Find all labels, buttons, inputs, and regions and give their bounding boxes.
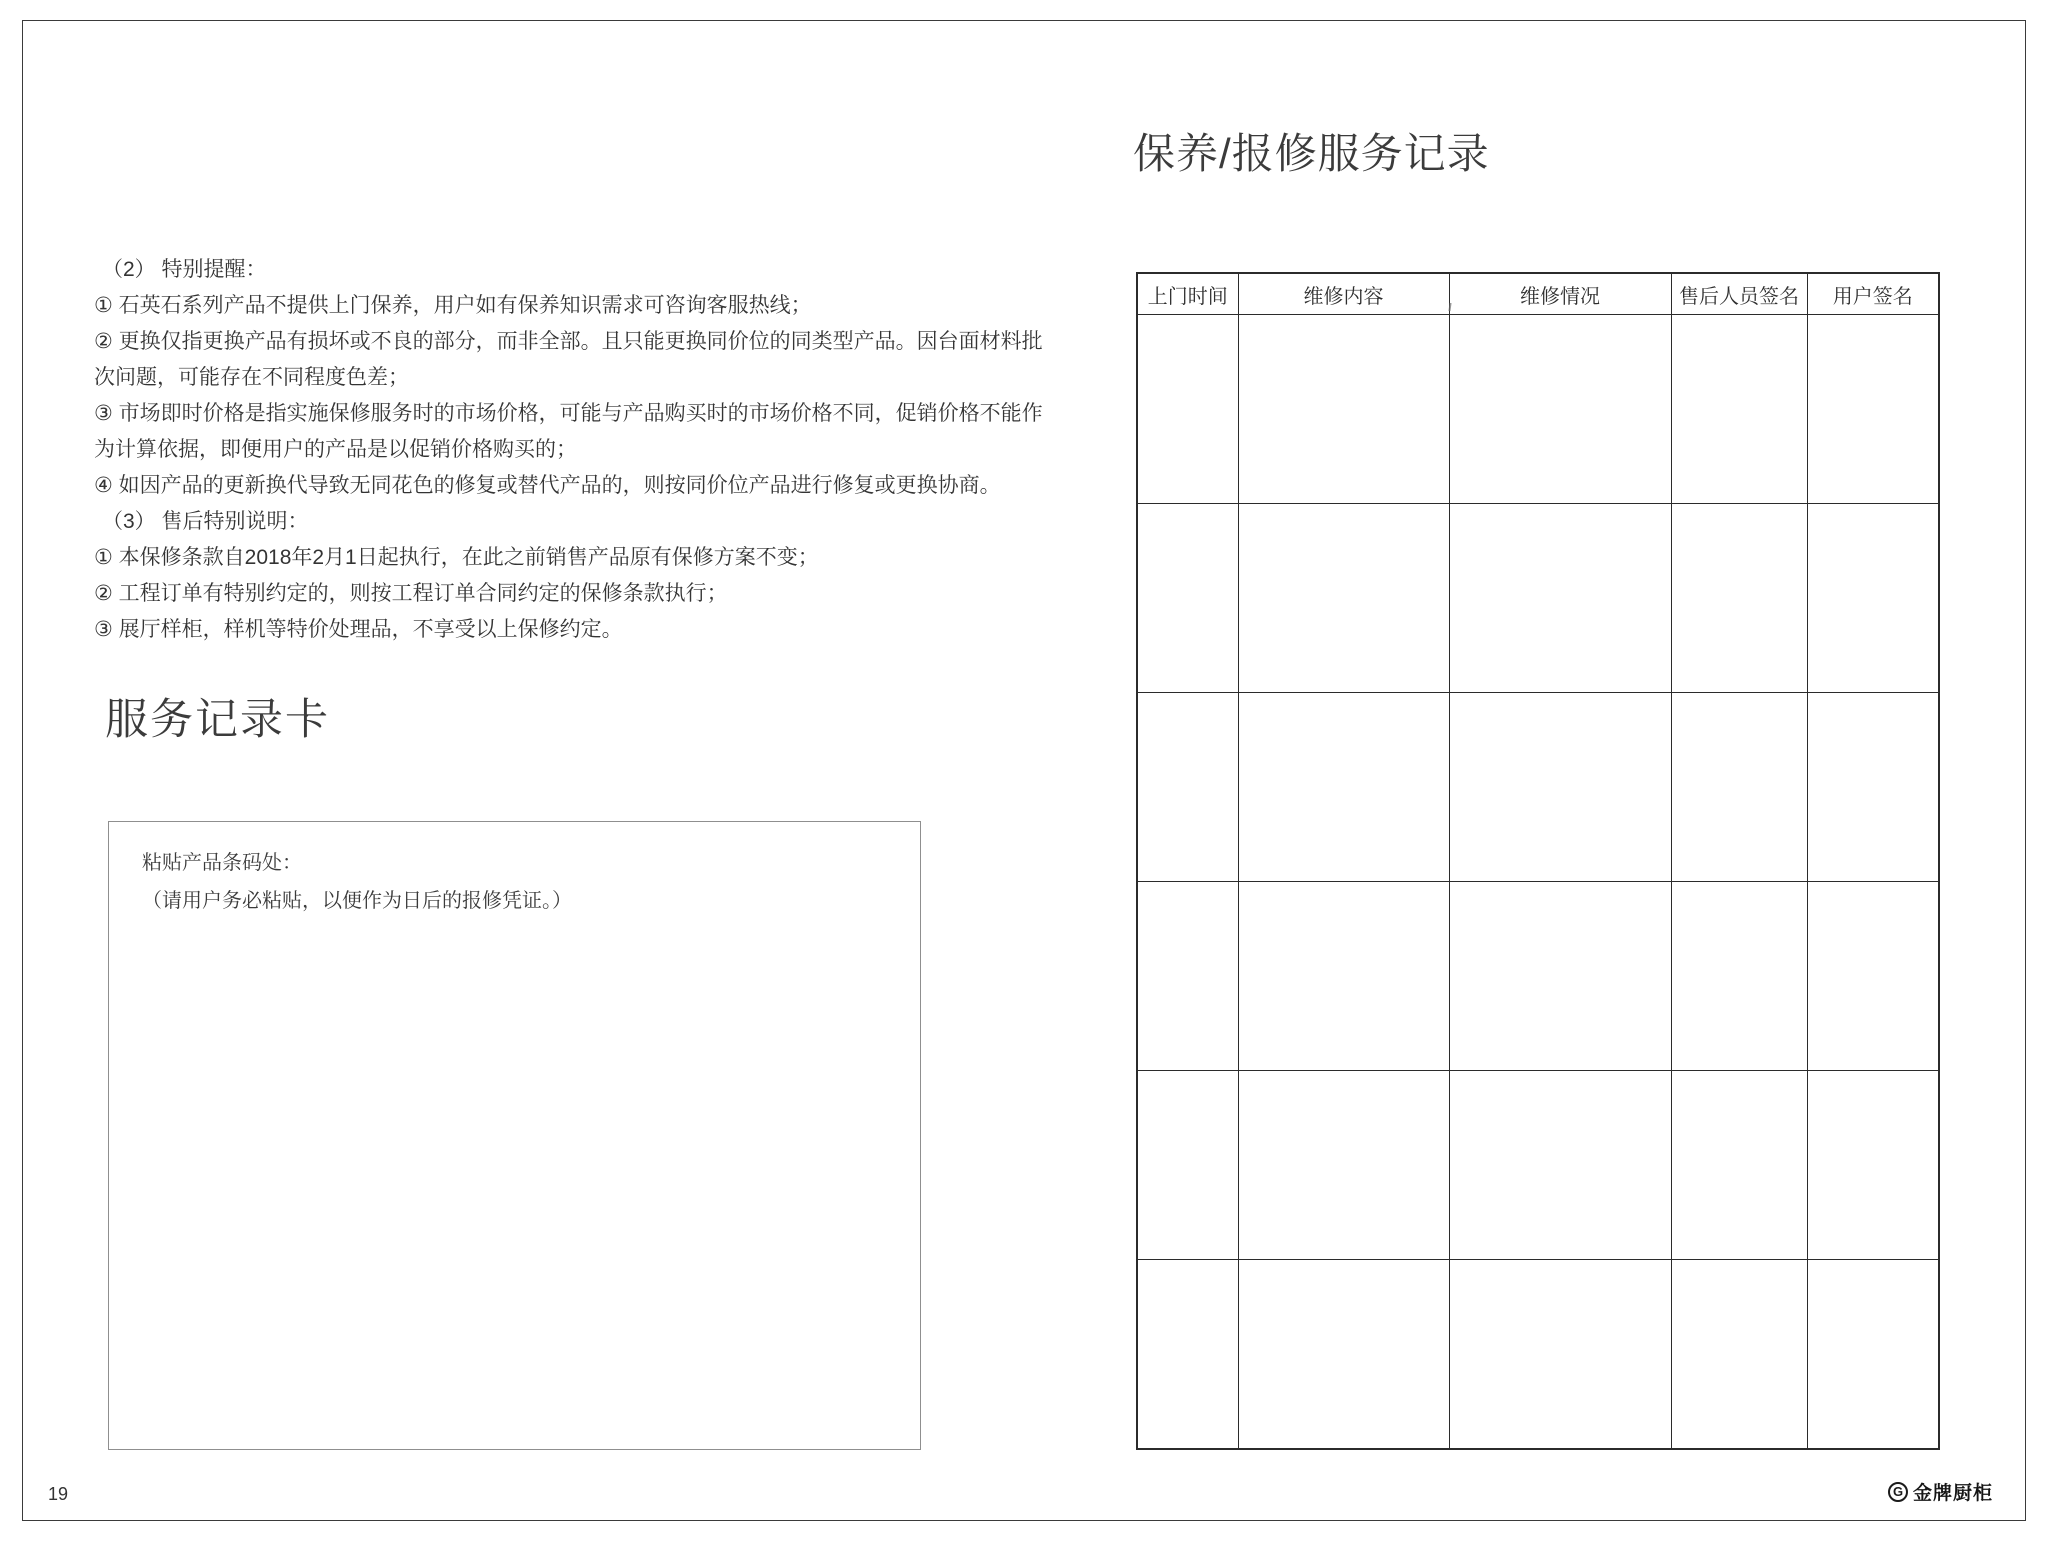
table-cell — [1238, 1071, 1449, 1260]
table-cell — [1137, 315, 1238, 504]
table-cell — [1671, 882, 1807, 1071]
table-cell — [1807, 1260, 1939, 1450]
table-cell — [1807, 504, 1939, 693]
table-cell — [1449, 1071, 1671, 1260]
brand-g-icon: G — [1888, 1482, 1908, 1502]
table-cell — [1807, 882, 1939, 1071]
column-header-staff-signature: 售后人员签名 — [1671, 273, 1807, 315]
note-line: ④ 如因产品的更新换代导致无同花色的修复或替代产品的，则按同价位产品进行修复或更换协商。 — [94, 474, 1001, 497]
barcode-box-text — [142, 844, 572, 920]
column-header-repair-status: 维修情况 — [1449, 273, 1671, 315]
table-cell — [1238, 315, 1449, 504]
table-cell — [1449, 693, 1671, 882]
note-line: ③ 市场即时价格是指实施保修服务时的市场价格，可能与产品购买时的市场价格不同，促销价格不能作 — [94, 402, 1043, 425]
brand-logo — [1888, 1478, 1993, 1505]
table-cell — [1807, 315, 1939, 504]
brand-logo-text: 金牌厨柜 — [1913, 1483, 1994, 1504]
table-cell — [1137, 1260, 1238, 1450]
barcode-box — [108, 821, 921, 1450]
table-cell — [1671, 693, 1807, 882]
table-row — [1137, 1071, 1939, 1260]
table-cell — [1238, 882, 1449, 1071]
table-cell — [1137, 693, 1238, 882]
note-line: 次问题，可能存在不同程度色差； — [94, 366, 409, 389]
note-line: ① 石英石系列产品不提供上门保养，用户如有保养知识需求可咨询客服热线； — [94, 294, 812, 317]
table-cell — [1671, 1260, 1807, 1450]
table-header-row — [1137, 273, 1939, 315]
table-row — [1137, 693, 1939, 882]
service-record-card-title: 服务记录卡 — [105, 696, 330, 744]
maintenance-record-title: 保养/报修服务记录 — [1133, 130, 1490, 177]
column-header-user-signature: 用户签名 — [1807, 273, 1939, 315]
table-cell — [1671, 1071, 1807, 1260]
table-cell — [1449, 1260, 1671, 1450]
table-cell — [1238, 504, 1449, 693]
table-cell — [1807, 693, 1939, 882]
table-cell — [1137, 882, 1238, 1071]
table-cell — [1238, 1260, 1449, 1450]
note-line: ② 工程订单有特别约定的，则按工程订单合同约定的保修条款执行； — [94, 582, 728, 605]
note-line: （2） 特别提醒： — [102, 258, 267, 281]
table-row — [1137, 882, 1939, 1071]
table-cell — [1137, 1071, 1238, 1260]
table-cell — [1449, 504, 1671, 693]
page-number: 19 — [48, 1484, 69, 1504]
table-cell — [1671, 315, 1807, 504]
note-line: ① 本保修条款自2018年2月1日起执行，在此之前销售产品原有保修方案不变； — [94, 546, 819, 569]
barcode-box-line2: （请用户务必粘贴，以便作为日后的报修凭证。） — [142, 890, 572, 912]
service-record-table — [1136, 272, 1940, 1450]
note-line: ③ 展厅样柜，样机等特价处理品，不享受以上保修约定。 — [94, 618, 623, 641]
note-line: （3） 售后特别说明： — [102, 510, 309, 533]
table-row — [1137, 315, 1939, 504]
table-row — [1137, 504, 1939, 693]
table-cell — [1449, 315, 1671, 504]
table-row — [1137, 1260, 1939, 1450]
column-header-repair-content: 维修内容 — [1238, 273, 1449, 315]
table-cell — [1137, 504, 1238, 693]
note-line: ② 更换仅指更换产品有损坏或不良的部分，而非全部。且只能更换同价位的同类型产品。因台面材料批 — [94, 330, 1043, 353]
table-cell — [1807, 1071, 1939, 1260]
column-header-visit-time: 上门时间 — [1137, 273, 1238, 315]
barcode-box-line1: 粘贴产品条码处： — [142, 852, 302, 874]
table-cell — [1449, 882, 1671, 1071]
table-cell — [1238, 693, 1449, 882]
notes-block — [94, 252, 1043, 648]
note-line: 为计算依据，即便用户的产品是以促销价格购买的； — [94, 438, 577, 461]
table-cell — [1671, 504, 1807, 693]
